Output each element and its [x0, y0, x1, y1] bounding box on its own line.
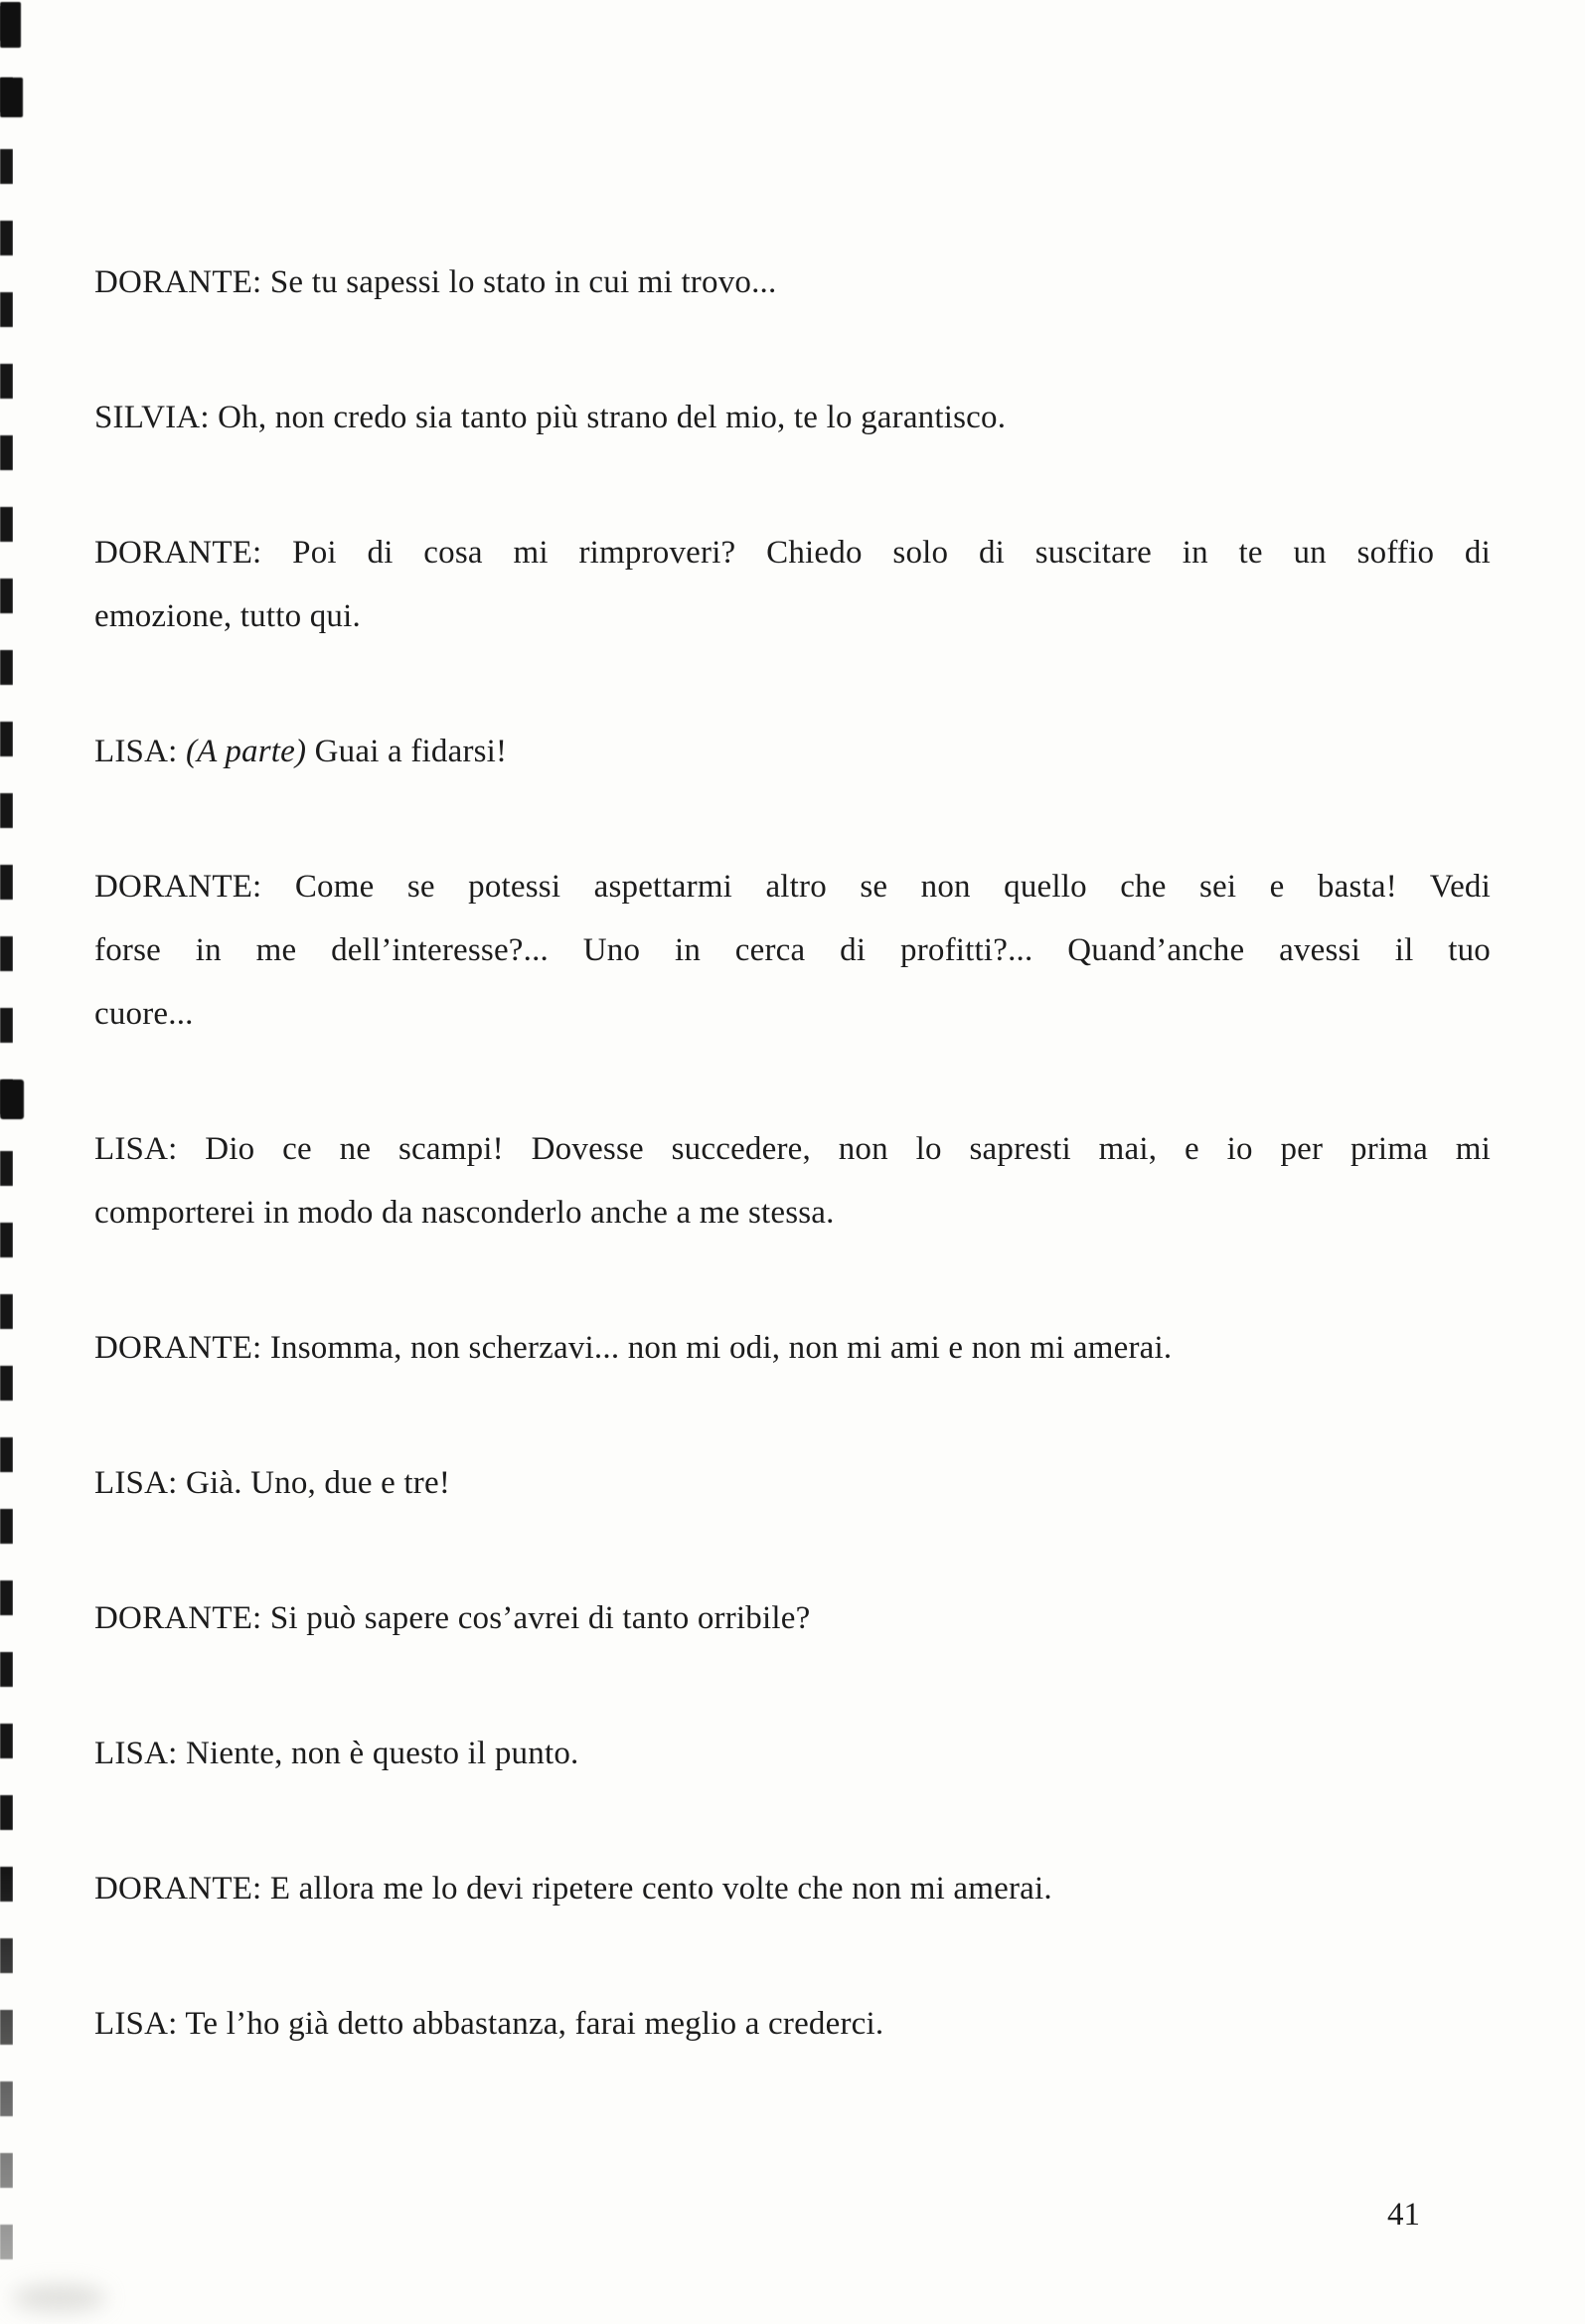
dialogue-line	[94, 982, 1491, 1046]
dialogue-paragraph	[94, 250, 1491, 314]
dialogue-line	[94, 1451, 1491, 1515]
dialogue-paragraph	[94, 521, 1491, 648]
dialogue-line	[94, 1586, 1491, 1650]
dialogue-segment: LISA:	[94, 734, 186, 769]
dialogue-segment: DORANTE: E allora me lo devi ripetere cento volte che non mi amerai.	[94, 1871, 1052, 1907]
dialogue-line	[94, 584, 1491, 648]
scan-smudge	[12, 2284, 106, 2312]
dialogue-segment: DORANTE: Come se potessi aspettarmi altro se non quello che sei e basta! Vedi	[94, 869, 1491, 905]
dialogue-segment: DORANTE: Si può sapere cos’avrei di tanto orribile?	[94, 1600, 811, 1636]
dialogue-line	[94, 855, 1491, 918]
scan-edge-mark-blob	[0, 78, 23, 117]
dialogue-line	[94, 1316, 1491, 1380]
dialogue-segment: DORANTE: Poi di cosa mi rimproveri? Chiedo solo di suscitare in te un soffio di	[94, 535, 1491, 571]
dialogue-paragraph	[94, 1451, 1491, 1515]
dialogue-segment: LISA: Già. Uno, due e tre!	[94, 1465, 451, 1501]
dialogue-paragraph	[94, 855, 1491, 1046]
dialogue-paragraph	[94, 1857, 1491, 1920]
dialogue-segment: comporterei in modo da nasconderlo anche a me stessa.	[94, 1195, 835, 1231]
scan-edge-mark-blob	[0, 1079, 24, 1119]
dialogue-line	[94, 720, 1491, 783]
dialogue-paragraph	[94, 1586, 1491, 1650]
dialogue-paragraph	[94, 1722, 1491, 1785]
dialogue-segment: LISA: Niente, non è questo il punto.	[94, 1736, 579, 1771]
dialogue-paragraph	[94, 720, 1491, 783]
scan-edge-mark-blob	[0, 2, 21, 48]
scan-edge-marks	[0, 6, 13, 2282]
dialogue-segment: Guai a fidarsi!	[306, 734, 508, 769]
dialogue-paragraph	[94, 1316, 1491, 1380]
dialogue-line	[94, 250, 1491, 314]
dialogue-line	[94, 1181, 1491, 1245]
dialogue-segment: emozione, tutto qui.	[94, 598, 361, 634]
dialogue-paragraph	[94, 1992, 1491, 2056]
dialogue-line	[94, 386, 1491, 449]
dialogue-line	[94, 1722, 1491, 1785]
dialogue-paragraph	[94, 386, 1491, 449]
stage-direction: (A parte)	[185, 734, 307, 769]
dialogue-segment: LISA: Te l’ho già detto abbastanza, farai meglio a crederci.	[94, 2006, 884, 2042]
dialogue-segment: LISA: Dio ce ne scampi! Dovesse succedere, non lo sapresti mai, e io per prima mi	[94, 1131, 1491, 1167]
dialogue-line	[94, 1857, 1491, 1920]
dialogue-line	[94, 1117, 1491, 1181]
page-number: 41	[1387, 2197, 1420, 2233]
dialogue-line	[94, 918, 1491, 982]
dialogue-line	[94, 521, 1491, 584]
dialogue-segment: cuore...	[94, 996, 194, 1032]
dialogue-segment: SILVIA: Oh, non credo sia tanto più strano del mio, te lo garantisco.	[94, 400, 1007, 435]
dialogue-segment: DORANTE: Se tu sapessi lo stato in cui mi trovo...	[94, 264, 777, 300]
dialogue-line	[94, 1992, 1491, 2056]
dialogue-segment: forse in me dell’interesse?... Uno in cerca di profitti?... Quand’anche avessi il tuo	[94, 932, 1491, 968]
dialogue-paragraph	[94, 1117, 1491, 1245]
dialogue-segment: DORANTE: Insomma, non scherzavi... non mi odi, non mi ami e non mi amerai.	[94, 1330, 1173, 1366]
dialogue-text-block	[94, 250, 1491, 2127]
